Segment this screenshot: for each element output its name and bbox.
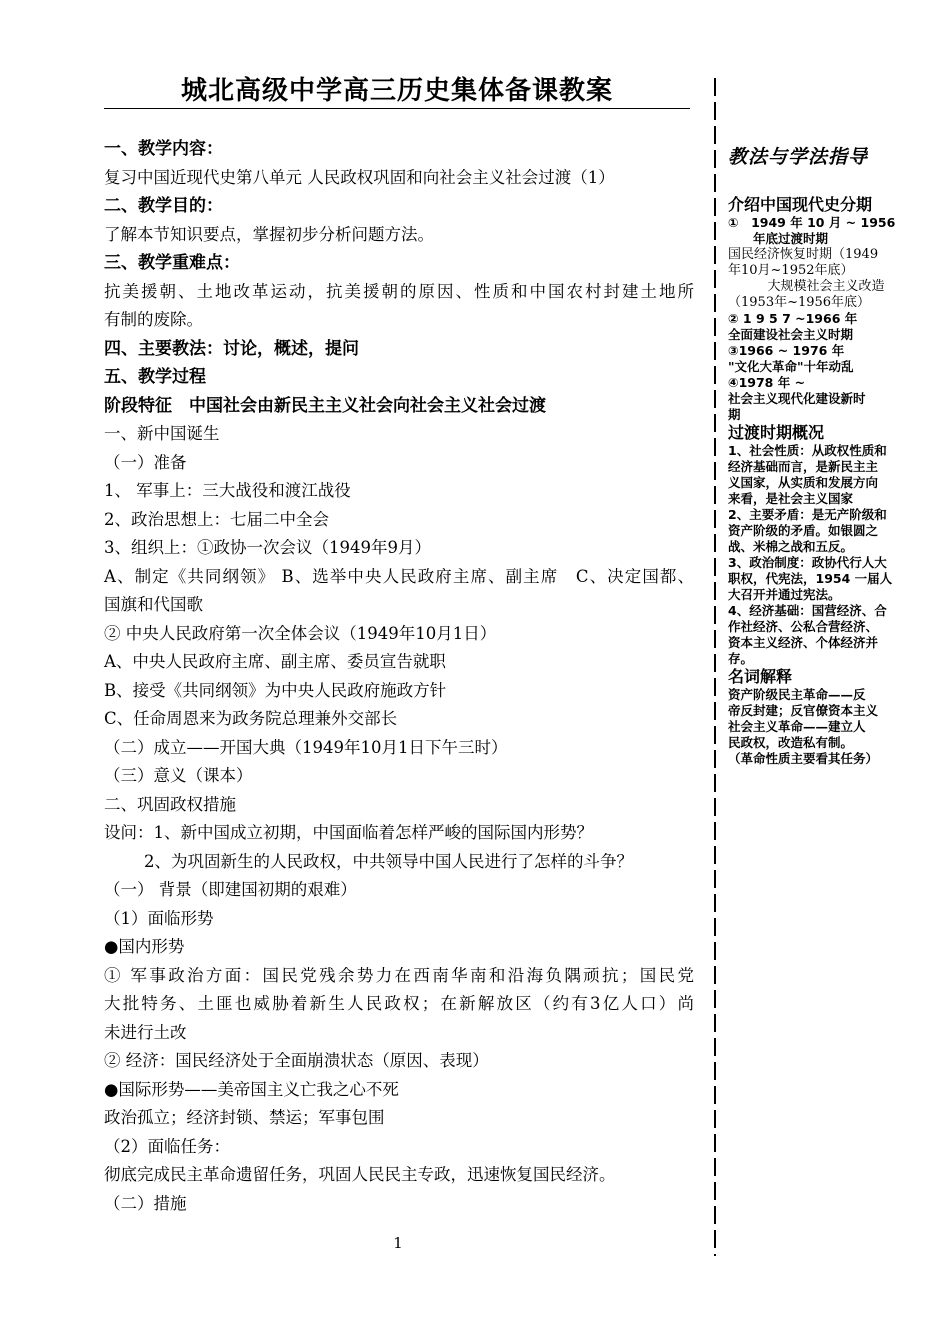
body-line: 2、为巩固新生的人民政权，中共领导中国人民进行了怎样的斗争？	[144, 851, 633, 871]
sidebar-line: 3、政治制度：政协代行人大	[728, 555, 887, 570]
sidebar-line: ③1966 ~ 1976 年	[728, 343, 845, 358]
body-line: （三）意义（课本）	[104, 766, 253, 785]
sidebar-line: 民政权，改造私有制。	[728, 735, 854, 750]
body-line: A、制定《共同纲领》 B、选举中央人民政府主席、副主席 C、决定国都、	[104, 566, 694, 586]
body-line: （1）面临形势	[104, 908, 214, 928]
page-number: 1	[393, 1234, 403, 1252]
sidebar-line: 4、经济基础：国营经济、合	[728, 603, 887, 618]
sidebar-line: 全面建设社会主义时期	[728, 327, 854, 342]
body-line: 大批特务、土匪也威胁着新生人民政权；在新解放区（约有3亿人口）尚	[104, 994, 694, 1013]
column-divider	[714, 78, 716, 1256]
sidebar-line: 职权，代宪法，1954 一届人	[728, 571, 893, 586]
body-line: 阶段特征 中国社会由新民主主义社会向社会主义社会过渡	[104, 395, 546, 416]
sidebar-line: 经济基础而言，是新民主主	[728, 459, 879, 474]
body-line: （二）措施	[104, 1193, 187, 1213]
sidebar-line: 来看，是社会主义国家	[728, 491, 854, 506]
body-line: 一、新中国诞生	[104, 424, 220, 443]
sidebar-line: 年10月~1952年底）	[728, 263, 854, 278]
sidebar-line: ② 1 9 5 7 ~1966 年	[728, 311, 858, 326]
body-line: 3、组织上：①政协一次会议（1949年9月）	[104, 538, 431, 557]
sidebar-line: （1953年~1956年底）	[728, 295, 871, 310]
body-line: 二、巩固政权措施	[104, 794, 236, 814]
body-line: 1、 军事上：三大战役和渡江战役	[104, 481, 351, 500]
sidebar-line: 大规模社会主义改造	[767, 279, 885, 294]
sidebar-line: 作社经济、公私合营经济、	[728, 619, 879, 634]
sidebar-line: 名词解释	[728, 667, 793, 686]
sidebar-notes	[728, 195, 924, 767]
body-line: 2、政治思想上：七届二中全会	[104, 509, 329, 529]
sidebar-line: 资产阶级民主革命——反	[728, 687, 866, 702]
body-line: 设问：1、新中国成立初期，中国面临着怎样严峻的国际国内形势？	[104, 823, 593, 842]
sidebar-line: （革命性质主要看其任务）	[728, 751, 879, 766]
body-line: （2）面临任务：	[104, 1136, 230, 1156]
sidebar-line: 过渡时期概况	[728, 423, 825, 442]
body-line: 国旗和代国歌	[104, 595, 203, 614]
sidebar-line: 资本主义经济、个体经济并	[728, 635, 879, 650]
sidebar-line: 资产阶级的矛盾。如银圆之	[728, 523, 879, 538]
sidebar-title: 教法与学法指导	[728, 146, 869, 168]
body-line: 未进行土改	[104, 1022, 187, 1042]
body-line: 了解本节知识要点，掌握初步分析问题方法。	[104, 224, 434, 244]
body-line: 抗美援朝、土地改革运动，抗美援朝的原因、性质和中国农村封建土地所	[104, 281, 694, 301]
body-line: 有制的废除。	[104, 310, 203, 329]
sidebar-line: 1、社会性质：从政权性质和	[728, 443, 887, 458]
body-line: 彻底完成民主革命遗留任务，巩固人民民主专政，迅速恢复国民经济。	[104, 1165, 616, 1184]
body-line: ●国内形势	[104, 937, 185, 956]
sidebar-line: 社会主义现代化建设新时	[728, 391, 866, 406]
body-line: 四、主要教法：讨论，概述，提问	[104, 338, 359, 359]
sidebar-line: 大召开并通过宪法。	[728, 587, 841, 602]
sidebar-line: 介绍中国现代史分期	[728, 195, 873, 214]
body-line: C、任命周恩来为政务院总理兼外交部长	[104, 709, 398, 728]
body-line: 一、教学内容：	[104, 139, 223, 159]
body-line: 三、教学重难点：	[104, 253, 240, 273]
sidebar-line: 期	[728, 407, 741, 422]
sidebar-line: 帝反封建；反官僚资本主义	[728, 703, 879, 718]
body-line: B、接受《共同纲领》为中央人民政府施政方针	[104, 680, 447, 700]
body-line: A、中央人民政府主席、副主席、委员宣告就职	[104, 652, 446, 671]
lesson-plan-body	[104, 135, 694, 1218]
body-line: 二、教学目的：	[104, 196, 223, 216]
body-line: （一）准备	[104, 452, 187, 472]
body-line: ① 军事政治方面：国民党残余势力在西南华南和沿海负隅顽抗；国民党	[104, 965, 694, 985]
sidebar-line: "文化大革命"十年动乱	[728, 359, 854, 374]
body-line: 五、教学过程	[104, 367, 206, 387]
body-line: ●国际形势——美帝国主义亡我之心不死	[104, 1079, 399, 1099]
sidebar-line: 年底过渡时期	[728, 231, 829, 246]
body-line: （二）成立——开国大典（1949年10月1日下午三时）	[104, 737, 508, 757]
sidebar-line: ④1978 年 ~	[728, 375, 806, 390]
sidebar-line: 社会主义革命——建立人	[728, 719, 866, 734]
body-line: ② 中央人民政府第一次全体会议（1949年10月1日）	[104, 623, 497, 643]
body-line: ② 经济：国民经济处于全面崩溃状态（原因、表现）	[104, 1051, 489, 1070]
sidebar-line: 国民经济恢复时期（1949	[728, 247, 879, 262]
body-line: （一） 背景（即建国初期的艰难）	[104, 880, 357, 899]
sidebar-line: 存。	[728, 651, 754, 666]
sidebar-line: ① 1949 年 10 月 ~ 1956	[728, 215, 896, 230]
page-title: 城北高级中学高三历史集体备课教案	[104, 74, 690, 109]
sidebar-line: 战、米棉之战和五反。	[728, 539, 854, 554]
body-line: 复习中国近现代史第八单元 人民政权巩固和向社会主义社会过渡（1）	[104, 167, 615, 187]
body-line: 政治孤立；经济封锁、禁运；军事包围	[104, 1108, 385, 1127]
sidebar-line: 义国家，从实质和发展方向	[728, 475, 879, 490]
sidebar-guidance	[728, 143, 924, 767]
sidebar-line: 2、主要矛盾：是无产阶级和	[728, 507, 887, 522]
